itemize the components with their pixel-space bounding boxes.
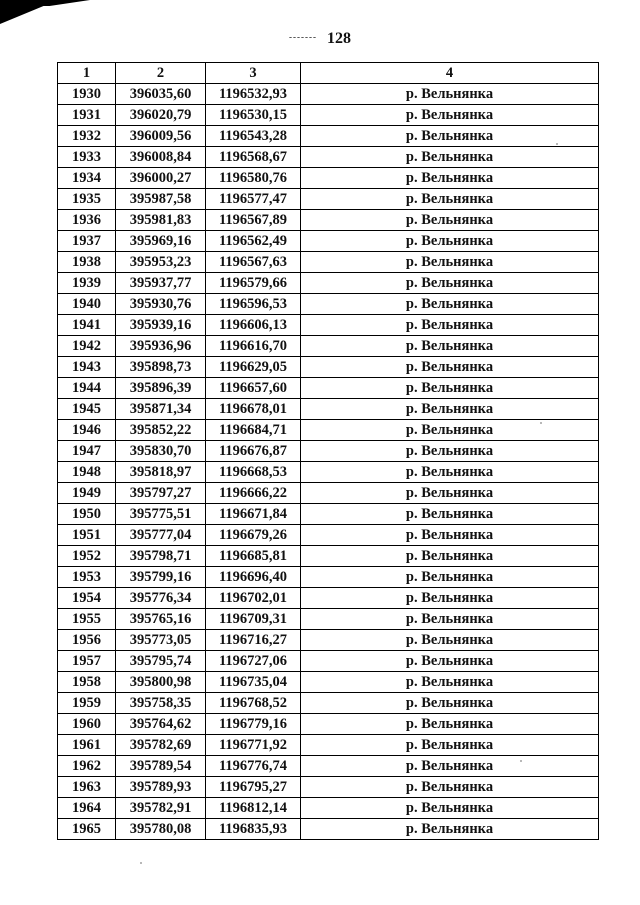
table-cell: 1196580,76 [206, 168, 301, 189]
table-row [58, 420, 599, 441]
table-row [58, 336, 599, 357]
table-cell: 1196668,53 [206, 462, 301, 483]
table-row [58, 630, 599, 651]
table-cell: 395799,16 [116, 567, 206, 588]
table-cell: 1196679,26 [206, 525, 301, 546]
scan-corner-artifact [0, 0, 58, 24]
page-number: 128 [326, 30, 351, 47]
column-header-1: 1 [58, 63, 116, 84]
table-cell: 1946 [58, 420, 116, 441]
table-cell: 1196812,14 [206, 798, 301, 819]
table-cell: 1196684,71 [206, 420, 301, 441]
table-cell: 1196657,60 [206, 378, 301, 399]
table-cell: 1950 [58, 504, 116, 525]
column-header-3: 3 [206, 63, 301, 84]
table-row [58, 105, 599, 126]
table-cell: 395898,73 [116, 357, 206, 378]
table-cell: р. Вельнянка [301, 483, 599, 504]
table-cell: 1938 [58, 252, 116, 273]
table-row [58, 504, 599, 525]
column-header-2: 2 [116, 63, 206, 84]
table-cell: 1962 [58, 756, 116, 777]
table-cell: 1948 [58, 462, 116, 483]
table-cell: 395782,91 [116, 798, 206, 819]
table-cell: 1965 [58, 819, 116, 840]
table-cell: 1196562,49 [206, 231, 301, 252]
table-cell: р. Вельнянка [301, 546, 599, 567]
scan-dash-artifact: ------- [289, 32, 317, 42]
table-cell: 1935 [58, 189, 116, 210]
scan-speck [520, 760, 522, 762]
table-cell: р. Вельнянка [301, 231, 599, 252]
table-row [58, 735, 599, 756]
table-cell: 395987,58 [116, 189, 206, 210]
table-cell: р. Вельнянка [301, 630, 599, 651]
table-cell: 395969,16 [116, 231, 206, 252]
table-cell: 1196567,89 [206, 210, 301, 231]
table-cell: р. Вельнянка [301, 126, 599, 147]
table-cell: 1941 [58, 315, 116, 336]
table-cell: р. Вельнянка [301, 525, 599, 546]
table-cell: 1196530,15 [206, 105, 301, 126]
table-cell: 395789,93 [116, 777, 206, 798]
table-row [58, 462, 599, 483]
table-cell: 1196685,81 [206, 546, 301, 567]
table-row [58, 546, 599, 567]
table-cell: р. Вельнянка [301, 819, 599, 840]
table-row [58, 483, 599, 504]
table-cell: р. Вельнянка [301, 252, 599, 273]
table-row [58, 147, 599, 168]
table-cell: 1932 [58, 126, 116, 147]
table-cell: 1949 [58, 483, 116, 504]
table-cell: 1196543,28 [206, 126, 301, 147]
table-header-row [58, 63, 599, 84]
table-cell: 395775,51 [116, 504, 206, 525]
table-cell: 1196716,27 [206, 630, 301, 651]
column-header-4: 4 [301, 63, 599, 84]
scan-speck [540, 422, 542, 424]
table-cell: р. Вельнянка [301, 567, 599, 588]
table-cell: 1933 [58, 147, 116, 168]
table-cell: 396020,79 [116, 105, 206, 126]
table-cell: 1196629,05 [206, 357, 301, 378]
table-cell: 1196795,27 [206, 777, 301, 798]
table-cell: р. Вельнянка [301, 462, 599, 483]
table-cell: 1959 [58, 693, 116, 714]
table-cell: р. Вельнянка [301, 672, 599, 693]
table-cell: 1196779,16 [206, 714, 301, 735]
table-row [58, 210, 599, 231]
table-row [58, 672, 599, 693]
table-cell: 1961 [58, 735, 116, 756]
table-row [58, 168, 599, 189]
table-row [58, 273, 599, 294]
table-cell: 395773,05 [116, 630, 206, 651]
table-cell: 1942 [58, 336, 116, 357]
table-cell: 1964 [58, 798, 116, 819]
table-cell: 1937 [58, 231, 116, 252]
table-cell: 1939 [58, 273, 116, 294]
table-cell: 1953 [58, 567, 116, 588]
table-row [58, 252, 599, 273]
page-header [0, 30, 640, 48]
table-cell: р. Вельнянка [301, 273, 599, 294]
table-row [58, 756, 599, 777]
table-cell: р. Вельнянка [301, 756, 599, 777]
table-cell: 1944 [58, 378, 116, 399]
table-row [58, 609, 599, 630]
table-cell: 396009,56 [116, 126, 206, 147]
table-row [58, 525, 599, 546]
table-cell: 395871,34 [116, 399, 206, 420]
table-cell: 1196577,47 [206, 189, 301, 210]
coordinates-table [57, 62, 599, 840]
table-cell: 395937,77 [116, 273, 206, 294]
table-row [58, 798, 599, 819]
table-cell: р. Вельнянка [301, 84, 599, 105]
table-cell: 1951 [58, 525, 116, 546]
table-cell: 395789,54 [116, 756, 206, 777]
table-row [58, 693, 599, 714]
table-cell: р. Вельнянка [301, 651, 599, 672]
table-cell: 395782,69 [116, 735, 206, 756]
table-cell: 395780,08 [116, 819, 206, 840]
table-cell: 1196771,92 [206, 735, 301, 756]
table-cell: 1196676,87 [206, 441, 301, 462]
table-row [58, 378, 599, 399]
table-cell: 1936 [58, 210, 116, 231]
table-cell: 1196606,13 [206, 315, 301, 336]
table-cell: 1196768,52 [206, 693, 301, 714]
table-cell: р. Вельнянка [301, 315, 599, 336]
table-cell: 395953,23 [116, 252, 206, 273]
table-cell: 395930,76 [116, 294, 206, 315]
table-row [58, 567, 599, 588]
table-cell: 395818,97 [116, 462, 206, 483]
table-cell: р. Вельнянка [301, 588, 599, 609]
table-row [58, 777, 599, 798]
table-cell: 1196567,63 [206, 252, 301, 273]
table-cell: 1196702,01 [206, 588, 301, 609]
table-cell: р. Вельнянка [301, 189, 599, 210]
table-cell: р. Вельнянка [301, 441, 599, 462]
table-cell: р. Вельнянка [301, 798, 599, 819]
table-row [58, 714, 599, 735]
table-cell: 1943 [58, 357, 116, 378]
table-row [58, 126, 599, 147]
table-cell: 395896,39 [116, 378, 206, 399]
table-cell: 1196696,40 [206, 567, 301, 588]
table-row [58, 399, 599, 420]
table-cell: 396008,84 [116, 147, 206, 168]
table-cell: р. Вельнянка [301, 210, 599, 231]
table-cell: 1947 [58, 441, 116, 462]
table-cell: 395981,83 [116, 210, 206, 231]
table-cell: 1196776,74 [206, 756, 301, 777]
table-row [58, 651, 599, 672]
table-cell: 395777,04 [116, 525, 206, 546]
table-cell: р. Вельнянка [301, 714, 599, 735]
table-cell: р. Вельнянка [301, 336, 599, 357]
table-cell: р. Вельнянка [301, 399, 599, 420]
table-cell: 1954 [58, 588, 116, 609]
table-row [58, 315, 599, 336]
table-cell: 395852,22 [116, 420, 206, 441]
table-cell: р. Вельнянка [301, 693, 599, 714]
table-row [58, 441, 599, 462]
table-cell: 1934 [58, 168, 116, 189]
table-cell: 1940 [58, 294, 116, 315]
table-cell: р. Вельнянка [301, 294, 599, 315]
table-row [58, 231, 599, 252]
table-cell: 1955 [58, 609, 116, 630]
table-cell: р. Вельнянка [301, 420, 599, 441]
table-cell: 1196727,06 [206, 651, 301, 672]
table-cell: р. Вельнянка [301, 609, 599, 630]
table-cell: 1196709,31 [206, 609, 301, 630]
table-cell: 396035,60 [116, 84, 206, 105]
table-cell: 1952 [58, 546, 116, 567]
table-cell: 1196735,04 [206, 672, 301, 693]
table-cell: 1956 [58, 630, 116, 651]
table-cell: р. Вельнянка [301, 504, 599, 525]
table-cell: р. Вельнянка [301, 735, 599, 756]
table-row [58, 189, 599, 210]
table-cell: 1196568,67 [206, 147, 301, 168]
table-cell: 1196835,93 [206, 819, 301, 840]
table-cell: р. Вельнянка [301, 168, 599, 189]
table-cell: 395800,98 [116, 672, 206, 693]
table-cell: 1930 [58, 84, 116, 105]
table-row [58, 84, 599, 105]
table-cell: 1196532,93 [206, 84, 301, 105]
table-cell: 395936,96 [116, 336, 206, 357]
table-cell: р. Вельнянка [301, 777, 599, 798]
table-cell: 396000,27 [116, 168, 206, 189]
table-body [58, 84, 599, 840]
table-cell: 395795,74 [116, 651, 206, 672]
table-cell: р. Вельнянка [301, 147, 599, 168]
table-cell: 395797,27 [116, 483, 206, 504]
table-cell: р. Вельнянка [301, 357, 599, 378]
table-cell: 1945 [58, 399, 116, 420]
table-cell: 1960 [58, 714, 116, 735]
table-cell: 1196596,53 [206, 294, 301, 315]
table-cell: 1963 [58, 777, 116, 798]
table-cell: 395764,62 [116, 714, 206, 735]
table-cell: 395776,34 [116, 588, 206, 609]
table-cell: 395798,71 [116, 546, 206, 567]
table-cell: 395830,70 [116, 441, 206, 462]
table-cell: р. Вельнянка [301, 105, 599, 126]
table-cell: 1196678,01 [206, 399, 301, 420]
table-row [58, 588, 599, 609]
table-row [58, 357, 599, 378]
scan-speck [556, 143, 558, 145]
table-cell: 395758,35 [116, 693, 206, 714]
scan-speck [140, 862, 142, 864]
table-cell: р. Вельнянка [301, 378, 599, 399]
table-cell: 1196579,66 [206, 273, 301, 294]
table-cell: 1931 [58, 105, 116, 126]
table-cell: 395765,16 [116, 609, 206, 630]
table-cell: 1196616,70 [206, 336, 301, 357]
table-row [58, 294, 599, 315]
table-cell: 1957 [58, 651, 116, 672]
table-cell: 395939,16 [116, 315, 206, 336]
table-cell: 1958 [58, 672, 116, 693]
table-cell: 1196671,84 [206, 504, 301, 525]
table-cell: 1196666,22 [206, 483, 301, 504]
table-row [58, 819, 599, 840]
